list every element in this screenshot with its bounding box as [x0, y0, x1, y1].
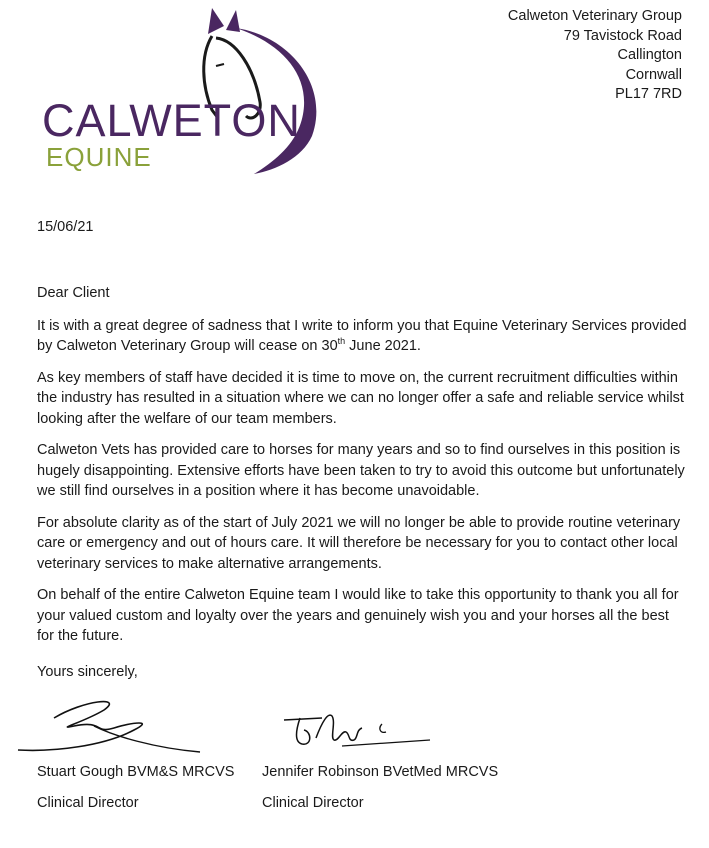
address-line: Callington: [617, 47, 682, 63]
signatory-name: Stuart Gough BVM&S MRCVS: [37, 764, 235, 780]
address-line: 79 Tavistock Road: [563, 27, 682, 44]
ordinal-suffix: th: [337, 336, 346, 347]
signatory-title: Clinical Director: [37, 795, 139, 811]
paragraph: On behalf of the entire Calweton Equine team I would like to take this opportunity to thank you all for your valued custom and loyalty over the years and genuinely wish you and your horses all the best for the future.: [37, 587, 679, 644]
signatory-name: Jennifer Robinson BVetMed MRCVS: [262, 764, 499, 780]
signature-image: [282, 708, 432, 752]
paragraph: As key members of staff have decided it is time to move on, the current recruitment difficulties within the industry has resulted in a situation where we can no longer offer a safe and reliable service whilst looking after the welfare of our team members.: [37, 369, 684, 427]
signatory-title: Clinical Director: [262, 795, 364, 811]
paragraph: Calweton Vets has provided care to horses for many years and so to find ourselves in this position is hugely disappointing. Extensive efforts have been taken to try to avoid this outcome but unfortunately we still find ourselves in a position where it has become unavoidable.: [37, 442, 685, 499]
paragraph-text: June 2021.: [345, 338, 421, 354]
paragraph-text: It is with a great degree of sadness that I write to inform you that Equine Veterinary Services provided by Calweton Veterinary Group will cease on 30: [37, 317, 687, 354]
salutation: Dear Client: [37, 285, 110, 301]
calweton-equine-logo: [40, 6, 330, 176]
paragraph: For absolute clarity as of the start of July 2021 we will no longer be able to provide routine veterinary care or emergency and out of hours care. It will therefore be necessary for you to contact other local veterinary services to make alternative arrangements.: [37, 514, 681, 572]
sender-address: [508, 7, 682, 105]
letter-body: [37, 283, 687, 658]
signature-image: [14, 690, 204, 756]
address-line: Cornwall: [625, 66, 682, 83]
paragraph: [37, 316, 687, 357]
logo-subtitle: EQUINE: [46, 142, 152, 172]
letter-date: 15/06/21: [37, 219, 94, 235]
address-line: Calweton Veterinary Group: [507, 8, 682, 24]
address-line: PL17 7RD: [615, 86, 682, 102]
closing: Yours sincerely,: [37, 664, 138, 680]
logo-wordmark: CALWETON: [42, 95, 301, 146]
